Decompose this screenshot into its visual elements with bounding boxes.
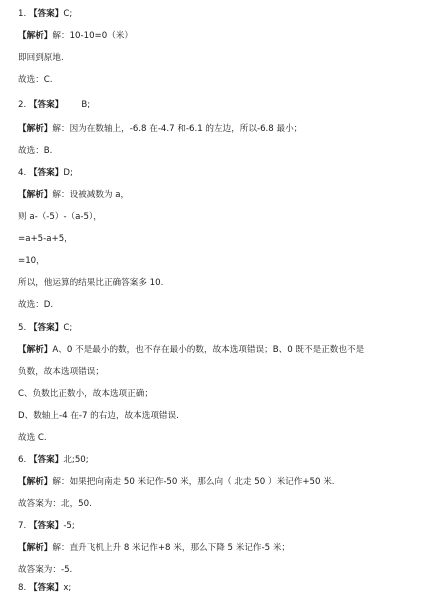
item-number: 1. <box>18 9 27 19</box>
item-number: 7. <box>18 521 27 531</box>
text-line: 所以，他运算的结果比正确答案多 10. <box>18 278 164 288</box>
analysis-line <box>18 542 433 554</box>
answer-text: B; <box>81 100 91 110</box>
answer-line-7 <box>18 520 433 532</box>
text-line: 则 a-（-5）-（a-5）， <box>18 212 102 222</box>
conclusion-line: 故答案为：-5. <box>18 565 73 575</box>
text-line: 即回到原地. <box>18 53 64 63</box>
analysis-text: 解：10-10=0（米） <box>52 31 133 41</box>
text-line: =10， <box>18 256 45 266</box>
analysis-tag: 【解析】 <box>18 31 53 41</box>
answer-tag: 【答案】 <box>28 583 64 593</box>
answer-text: x; <box>63 583 72 593</box>
item-number: 6. <box>18 455 27 465</box>
answer-line-8 <box>18 582 433 594</box>
analysis-line <box>18 30 433 42</box>
conclusion-line: 故选：C. <box>18 75 53 85</box>
answer-line-5 <box>18 322 433 334</box>
answer-text: C; <box>63 9 73 19</box>
conclusion-line: 故选 C. <box>18 433 47 443</box>
text-line: D、数轴上-4 在-7 的右边，故本选项错误. <box>18 411 179 421</box>
text-line: 负数，故本选项错误； <box>18 367 104 377</box>
answer-text: D; <box>63 168 73 178</box>
analysis-line <box>18 476 433 488</box>
analysis-line <box>18 123 433 135</box>
answer-tag: 【答案】 <box>28 521 64 531</box>
answer-line-6 <box>18 454 433 466</box>
answer-tag: 【答案】 <box>28 168 64 178</box>
analysis-tag: 【解析】 <box>18 477 53 487</box>
analysis-line <box>18 344 433 356</box>
answer-tag: 【答案】 <box>28 9 64 19</box>
text-line: C、负数比正数小，故本选项正确； <box>18 389 153 399</box>
analysis-tag: 【解析】 <box>18 124 53 134</box>
item-number: 5. <box>18 323 27 333</box>
answer-tag: 【答案】 <box>28 455 64 465</box>
answer-text: -5; <box>63 521 75 531</box>
conclusion-line: 故选：D. <box>18 300 54 310</box>
item-number: 4. <box>18 168 27 178</box>
text-line: =a+5-a+5， <box>18 234 73 244</box>
analysis-tag: 【解析】 <box>18 345 53 355</box>
analysis-tag: 【解析】 <box>18 543 53 553</box>
answer-line-2 <box>18 99 433 111</box>
answer-tag: 【答案】 <box>28 323 64 333</box>
item-number: 8. <box>18 583 27 593</box>
answer-text: C; <box>63 323 73 333</box>
conclusion-line: 故选：B. <box>18 146 53 156</box>
analysis-text: A、0 不是最小的数，也不存在最小的数，故本选项错误；B、0 既不是正数也不是 <box>52 345 365 355</box>
answer-text: 北;50; <box>63 455 89 465</box>
answer-line-1 <box>18 8 433 20</box>
item-number: 2. <box>18 100 27 110</box>
analysis-tag: 【解析】 <box>18 190 53 200</box>
answer-line-4 <box>18 167 433 179</box>
analysis-line <box>18 189 433 201</box>
analysis-text: 解：设被减数为 a， <box>52 190 130 200</box>
answer-tag: 【答案】 <box>28 100 64 110</box>
analysis-text: 解：直升飞机上升 8 米记作+8 米，那么下降 5 米记作-5 米； <box>52 543 291 553</box>
analysis-text: 解：如果把向南走 50 米记作-50 米，那么向（ 北走 50 ）米记作+50 米. <box>52 477 335 487</box>
analysis-text: 解：因为在数轴上，-6.8 在-4.7 和-6.1 的左边，所以-6.8 最小； <box>52 124 303 134</box>
conclusion-line: 故答案为：北，50. <box>18 499 92 509</box>
